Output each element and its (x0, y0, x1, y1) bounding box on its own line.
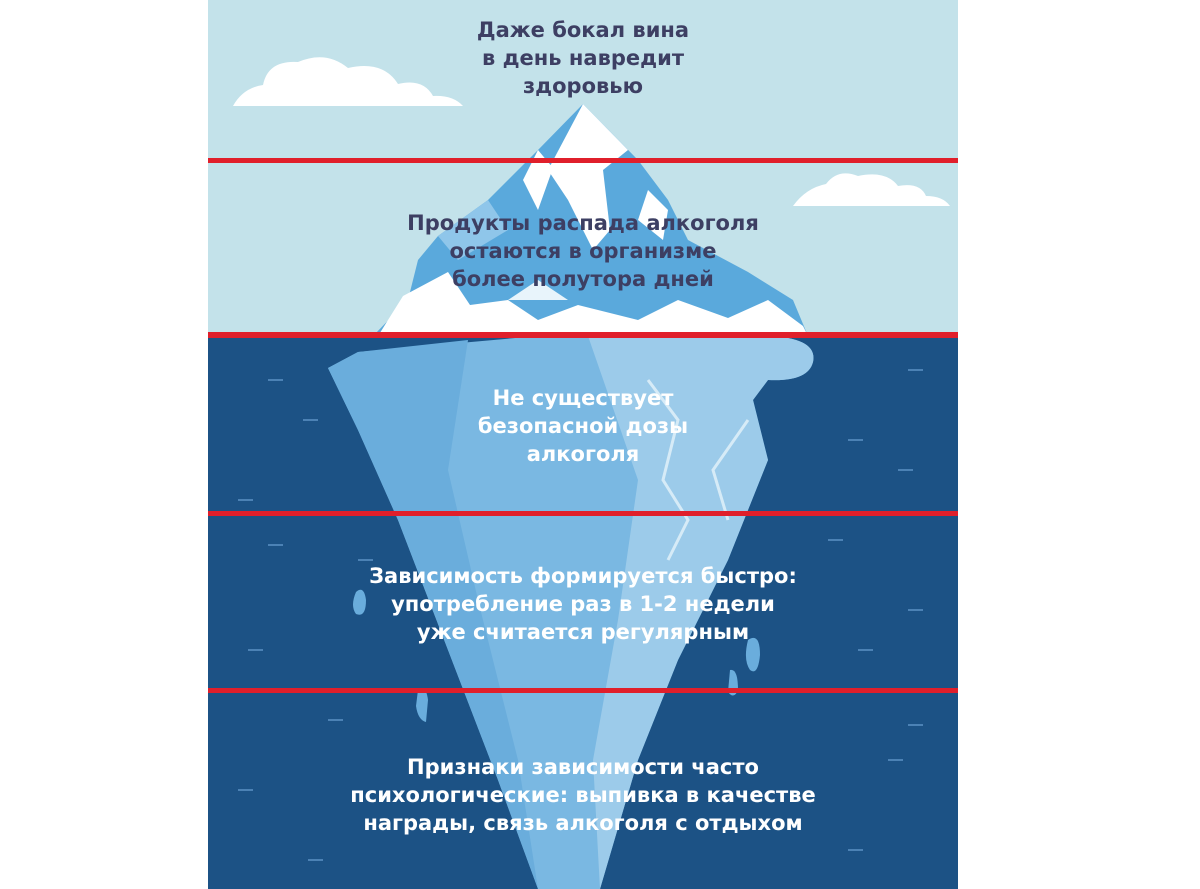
fact-5: Признаки зависимости часто психологические: выпивка в качестве награды, связь алкоголя с отдыхом (350, 755, 816, 835)
fact-4: Зависимость формируется быстро: употребление раз в 1-2 недели уже считается регулярным (369, 564, 797, 644)
iceberg-poster (208, 0, 958, 889)
divider-2 (208, 332, 958, 338)
fact-1: Даже бокал вина в день навредит здоровью (476, 18, 690, 98)
fact-3: Не существует безопасной дозы алкоголя (477, 386, 689, 466)
divider-4 (208, 688, 958, 693)
fact-2: Продукты распада алкоголя остаются в организме более полутора дней (407, 211, 759, 291)
divider-3 (208, 511, 958, 516)
divider-1 (208, 158, 958, 163)
